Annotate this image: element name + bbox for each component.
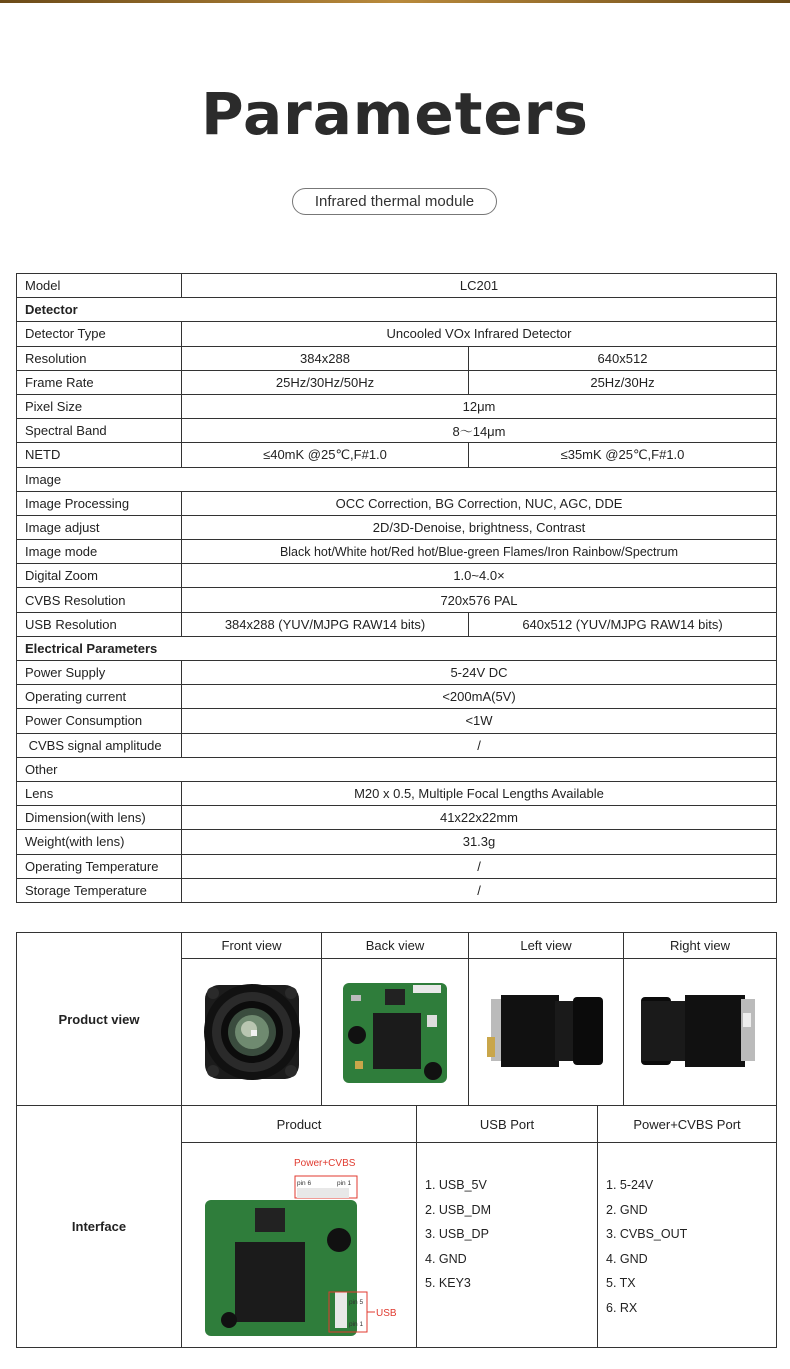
table-row xyxy=(17,370,777,394)
table-row xyxy=(17,878,777,902)
usb-callout: USB xyxy=(376,1308,397,1319)
table-row xyxy=(17,274,777,298)
row-label: Lens xyxy=(17,781,182,805)
power-cvbs-pin-list xyxy=(598,1143,777,1348)
product-view-label: Product view xyxy=(17,933,182,1106)
pin6-label: pin 6 xyxy=(297,1180,312,1187)
row-label: USB Resolution xyxy=(17,612,182,636)
table-row xyxy=(17,419,777,443)
table-row xyxy=(17,733,777,757)
right-view-image xyxy=(624,959,777,1106)
row-value-a: 384x288 xyxy=(182,346,469,370)
interface-label: Interface xyxy=(17,1106,182,1348)
table-row xyxy=(17,806,777,830)
front-view-header: Front view xyxy=(182,933,322,959)
table-row xyxy=(17,781,777,805)
table-row xyxy=(17,394,777,418)
row-label: Frame Rate xyxy=(17,370,182,394)
table-row xyxy=(17,709,777,733)
row-value: / xyxy=(182,733,777,757)
list-item: 4. GND xyxy=(425,1251,467,1266)
table-row xyxy=(17,612,777,636)
row-value: 2D/3D-Denoise, brightness, Contrast xyxy=(182,515,777,539)
product-header: Product xyxy=(182,1106,417,1143)
list-item: 3. CVBS_OUT xyxy=(606,1227,688,1242)
list-item: 1. USB_5V xyxy=(425,1178,487,1192)
row-label: Image Processing xyxy=(17,491,182,515)
table-row xyxy=(17,564,777,588)
row-value-a: 25Hz/30Hz/50Hz xyxy=(182,370,469,394)
table-row xyxy=(17,443,777,467)
table-row xyxy=(17,685,777,709)
row-value: / xyxy=(182,854,777,878)
row-label: Operating current xyxy=(17,685,182,709)
camera-left-image xyxy=(481,987,611,1077)
table-row xyxy=(17,854,777,878)
row-label: Image adjust xyxy=(17,515,182,539)
power-cvbs-callout: Power+CVBS xyxy=(294,1158,356,1169)
pin5-label: pin 5 xyxy=(349,1299,364,1306)
row-value: <200mA(5V) xyxy=(182,685,777,709)
table-row xyxy=(17,491,777,515)
list-item: 2. USB_DM xyxy=(425,1202,491,1217)
front-view-image xyxy=(182,959,322,1106)
row-value: OCC Correction, BG Correction, NUC, AGC, DDE xyxy=(182,491,777,515)
row-value-b: 640x512 xyxy=(469,346,777,370)
row-label: Weight(with lens) xyxy=(17,830,182,854)
table-row xyxy=(17,661,777,685)
table-row xyxy=(17,322,777,346)
usb-pin-list xyxy=(417,1143,598,1348)
section-row xyxy=(17,757,777,781)
section-row xyxy=(17,467,777,491)
subtitle-pill: Infrared thermal module xyxy=(292,188,497,215)
left-view-header: Left view xyxy=(469,933,624,959)
table-row xyxy=(17,830,777,854)
row-value: 41x22x22mm xyxy=(182,806,777,830)
pcb-back-image xyxy=(335,975,455,1090)
row-value-b: ≤35mK @25℃,F#1.0 xyxy=(469,443,777,467)
right-view-header: Right view xyxy=(624,933,777,959)
row-value: 1.0~4.0× xyxy=(182,564,777,588)
camera-front-image xyxy=(197,977,307,1087)
row-label: Model xyxy=(17,274,182,298)
row-value: <1W xyxy=(182,709,777,733)
camera-right-image xyxy=(635,987,765,1077)
row-value-b: 640x512 (YUV/MJPG RAW14 bits) xyxy=(469,612,777,636)
back-view-header: Back view xyxy=(322,933,469,959)
pin1-bottom-label: pin 1 xyxy=(349,1321,364,1328)
product-view-table xyxy=(16,932,777,1106)
row-label: Image mode xyxy=(17,540,182,564)
list-item: 2. GND xyxy=(606,1202,648,1217)
row-label: CVBS signal amplitude xyxy=(17,733,182,757)
row-label: Power Supply xyxy=(17,661,182,685)
row-value: / xyxy=(182,878,777,902)
pin1-top-label: pin 1 xyxy=(337,1180,352,1187)
row-value: 8～14μm xyxy=(182,419,777,443)
row-value: 720x576 PAL xyxy=(182,588,777,612)
section-heading: Other xyxy=(17,757,777,781)
row-label: Pixel Size xyxy=(17,394,182,418)
row-label: NETD xyxy=(17,443,182,467)
row-label: Resolution xyxy=(17,346,182,370)
row-label: Detector Type xyxy=(17,322,182,346)
parameters-table xyxy=(16,273,777,903)
usb-port-header: USB Port xyxy=(417,1106,598,1143)
top-accent-bar xyxy=(0,0,790,3)
page-title: Parameters xyxy=(201,80,589,148)
list-item: 1. 5-24V xyxy=(606,1178,654,1192)
section-heading: Detector xyxy=(17,298,777,322)
row-value: 5-24V DC xyxy=(182,661,777,685)
list-item: 3. USB_DP xyxy=(425,1227,489,1242)
row-value: Black hot/White hot/Red hot/Blue-green Flames/Iron Rainbow/Spectrum xyxy=(182,540,777,564)
row-label: Storage Temperature xyxy=(17,878,182,902)
table-row xyxy=(17,540,777,564)
row-value: 12μm xyxy=(182,394,777,418)
pcb-pinout-diagram xyxy=(199,1150,399,1340)
row-label: Operating Temperature xyxy=(17,854,182,878)
row-label: Dimension(with lens) xyxy=(17,806,182,830)
list-item: 5. TX xyxy=(606,1276,636,1291)
row-value: 31.3g xyxy=(182,830,777,854)
row-label: Power Consumption xyxy=(17,709,182,733)
row-value-a: ≤40mK @25℃,F#1.0 xyxy=(182,443,469,467)
left-view-image xyxy=(469,959,624,1106)
back-view-image xyxy=(322,959,469,1106)
list-item: 6. RX xyxy=(606,1300,638,1315)
section-heading: Electrical Parameters xyxy=(17,636,777,660)
section-row xyxy=(17,636,777,660)
product-image-cell xyxy=(182,1143,417,1348)
row-label: Spectral Band xyxy=(17,419,182,443)
row-value: LC201 xyxy=(182,274,777,298)
row-value: Uncooled VOx Infrared Detector xyxy=(182,322,777,346)
table-row xyxy=(17,346,777,370)
row-value-b: 25Hz/30Hz xyxy=(469,370,777,394)
table-row xyxy=(17,515,777,539)
section-heading: Image xyxy=(17,467,777,491)
row-label: CVBS Resolution xyxy=(17,588,182,612)
table-row xyxy=(17,588,777,612)
list-item: 4. GND xyxy=(606,1251,648,1266)
interface-table xyxy=(16,1105,777,1348)
power-cvbs-port-header: Power+CVBS Port xyxy=(598,1106,777,1143)
list-item: 5. KEY3 xyxy=(425,1276,471,1291)
row-label: Digital Zoom xyxy=(17,564,182,588)
row-value-a: 384x288 (YUV/MJPG RAW14 bits) xyxy=(182,612,469,636)
section-row xyxy=(17,298,777,322)
row-value: M20 x 0.5, Multiple Focal Lengths Available xyxy=(182,781,777,805)
